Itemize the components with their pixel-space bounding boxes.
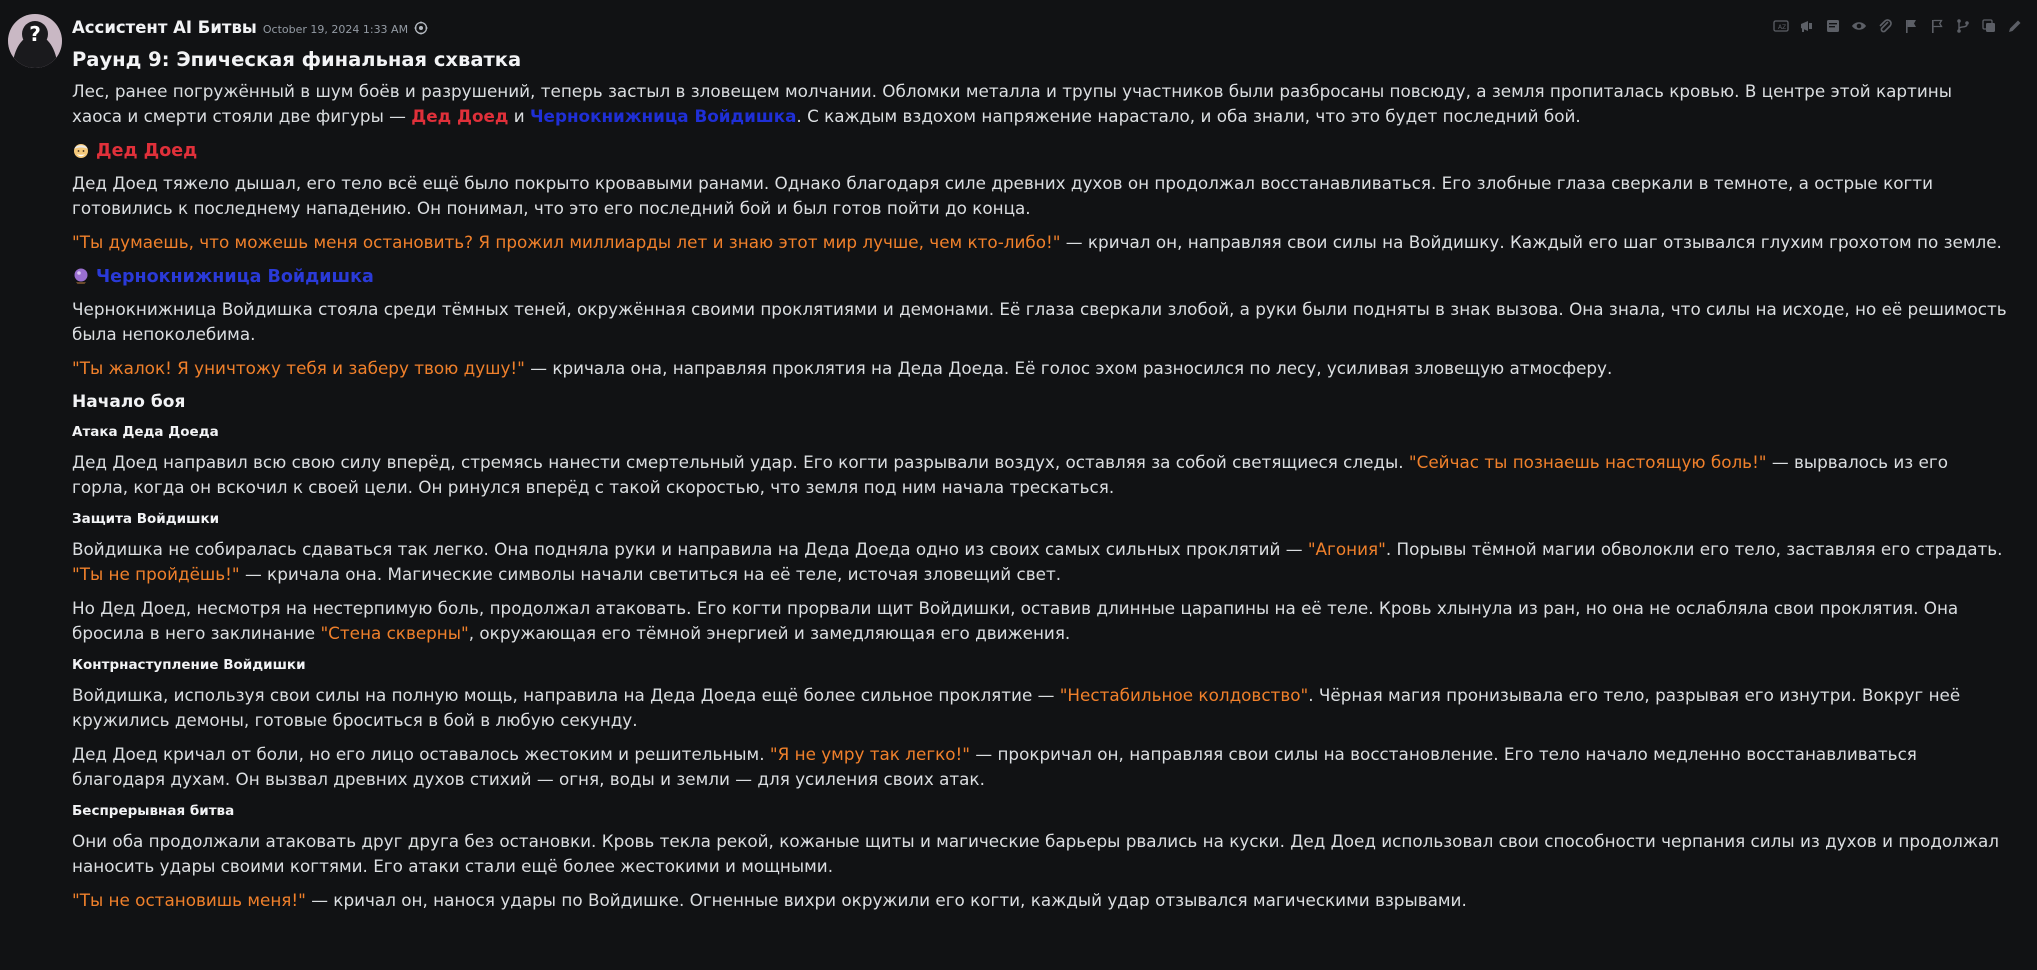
old-man-face-icon xyxy=(72,141,90,159)
crystal-ball-icon xyxy=(72,267,90,285)
ded-description: Дед Доед тяжело дышал, его тело всё ещё было покрыто кровавыми ранами. Однако благодаря силе древних духов он продолжал восстанавливаться. Его злобные глаза сверкали в темноте, а острые когти готовились к последнему нападению. Он понимал, что это его последний бой и был готов пойти до конца. xyxy=(72,173,1933,218)
ded-quote-paragraph: "Ты думаешь, что можешь меня остановить? Я прожил миллиарды лет и знаю этот мир лучше, чем кто-либо!" — кричал он, направляя свои силы на Войдишку. Каждый его шаг отзывался глухим грохотом по земле. xyxy=(72,232,2002,252)
message-body xyxy=(72,14,2007,922)
bot-badge-icon xyxy=(414,21,428,35)
pencil-icon[interactable] xyxy=(2005,16,2025,36)
counter-paragraph-2: Дед Доед кричал от боли, но его лицо оставалось жестоким и решительным. "Я не умру так легко!" — прокричал он, направляя свои силы на восстановление. Его тело начало медленно восстанавливаться благодаря духам. Он вызвал древних духов стихий — огня, воды и земли — для усиления своих атак. xyxy=(72,744,1917,789)
attack-quote: "Сейчас ты познаешь настоящую боль!" xyxy=(1408,452,1767,472)
agony-spell: "Агония" xyxy=(1307,539,1386,559)
svg-text:A: A xyxy=(1778,24,1783,31)
ded-shout: "Я не умру так легко!" xyxy=(769,744,970,764)
attack-heading: Атака Деда Доеда xyxy=(72,424,219,440)
message-header xyxy=(72,14,2007,42)
endless-paragraph-2: "Ты не остановишь меня!" — кричал он, нанося удары по Войдишке. Огненные вихри окружили его когти, каждый удар отзывался магическими взрывами. xyxy=(72,890,1467,910)
avatar[interactable] xyxy=(8,14,62,68)
void-description: Чернокнижница Войдишка стояла среди тёмных теней, окружённая своими проклятиями и демонами. Её глаза сверкали злобой, а руки были подняты в знак вызова. Она знала, что силы на исходе, но её решимость была непоколебима. xyxy=(72,299,2007,344)
intro-paragraph: Лес, ранее погружённый в шум боёв и разрушений, теперь застыл в зловещем молчании. Обломки металла и трупы участников были разбросаны повсюду, а земля пропиталась кровью. В центре этой картины хаоса и смерти стояли две фигуры — Дед Доед и Чернокнижница Войдишка. С каждым вздохом напряжение нарастало, и оба знали, что это будет последний бой. xyxy=(72,81,1952,126)
unstable-spell: "Нестабильное колдовство" xyxy=(1059,685,1309,705)
author-name[interactable]: Ассистент AI Битвы xyxy=(72,18,257,37)
svg-text:Z: Z xyxy=(1782,24,1787,31)
svg-text:?: ? xyxy=(29,22,41,46)
hooded-figure-icon xyxy=(8,14,62,68)
round-title: Раунд 9: Эпическая финальная схватка xyxy=(72,48,522,71)
defense-paragraph-1: Войдишка не собиралась сдаваться так легко. Она подняла руки и направила на Деда Доеда одно из своих самых сильных проклятий — "Агония". Порывы тёмной магии обволокли его тело, заставляя его страдать. "Ты не пройдёшь!" — кричала она. Магические символы начали светиться на её теле, источая зловещий свет. xyxy=(72,539,2003,584)
ded-name-mention: Дед Доед xyxy=(411,106,509,126)
defense-paragraph-2: Но Дед Доед, несмотря на нестерпимую боль, продолжал атаковать. Его когти прорвали щит Войдишки, оставив длинные царапины на её теле. Кровь хлынула из ран, но она не ослабляла свои проклятия. Она бросила в него заклинание "Стена скверны", окружающая его тёмной энергией и замедляющая его движения. xyxy=(72,598,1959,643)
void-quote: "Ты жалок! Я уничтожу тебя и заберу твою душу!" xyxy=(72,358,525,378)
void-heading: Чернокнижница Войдишка xyxy=(72,264,2007,289)
defense-heading: Защита Войдишки xyxy=(72,511,220,527)
endless-heading: Беспрерывная битва xyxy=(72,803,235,819)
counter-paragraph-1: Войдишка, используя свои силы на полную мощь, направила на Деда Доеда ещё более сильное проклятие — "Нестабильное колдовство". Чёрная магия пронизывала его тело, разрывая его изнутри. Вокруг неё кружились демоны, готовые броситься в бой в любую секунду. xyxy=(72,685,1961,730)
wall-spell: "Стена скверны" xyxy=(320,623,469,643)
void-name-mention: Чернокнижница Войдишка xyxy=(530,106,797,126)
ded-quote: "Ты думаешь, что можешь меня остановить? Я прожил миллиарды лет и знаю этот мир лучше, чем кто-либо!" xyxy=(72,232,1061,252)
endless-paragraph-1: Они оба продолжали атаковать друг друга без остановки. Кровь текла рекой, кожаные щиты и магические барьеры рвались на куски. Дед Доед использовал свои способности черпания силы из духов и продолжал наносить удары своими когтями. Его атаки стали ещё более жестокими и мощными. xyxy=(72,831,1999,876)
defense-quote: "Ты не пройдёшь!" xyxy=(72,564,240,584)
attack-paragraph: Дед Доед направил всю свою силу вперёд, стремясь нанести смертельный удар. Его когти разрывали воздух, оставляя за собой светящиеся следы. "Сейчас ты познаешь настоящую боль!" — вырвалось из его горла, когда он вскочил к своей цели. Он ринулся вперёд с такой скоростью, что земля под ним начала трескаться. xyxy=(72,452,1948,497)
counter-heading: Контрнаступление Войдишки xyxy=(72,657,306,673)
endless-quote: "Ты не остановишь меня!" xyxy=(72,890,306,910)
message-timestamp: October 19, 2024 1:33 AM xyxy=(262,23,409,36)
void-quote-paragraph: "Ты жалок! Я уничтожу тебя и заберу твою душу!" — кричала она, направляя проклятия на Деда Доеда. Её голос эхом разносился по лесу, усиливая зловещую атмосферу. xyxy=(72,358,1613,378)
ded-heading: Дед Доед xyxy=(72,138,2007,163)
battle-start-heading: Начало боя xyxy=(72,392,186,412)
